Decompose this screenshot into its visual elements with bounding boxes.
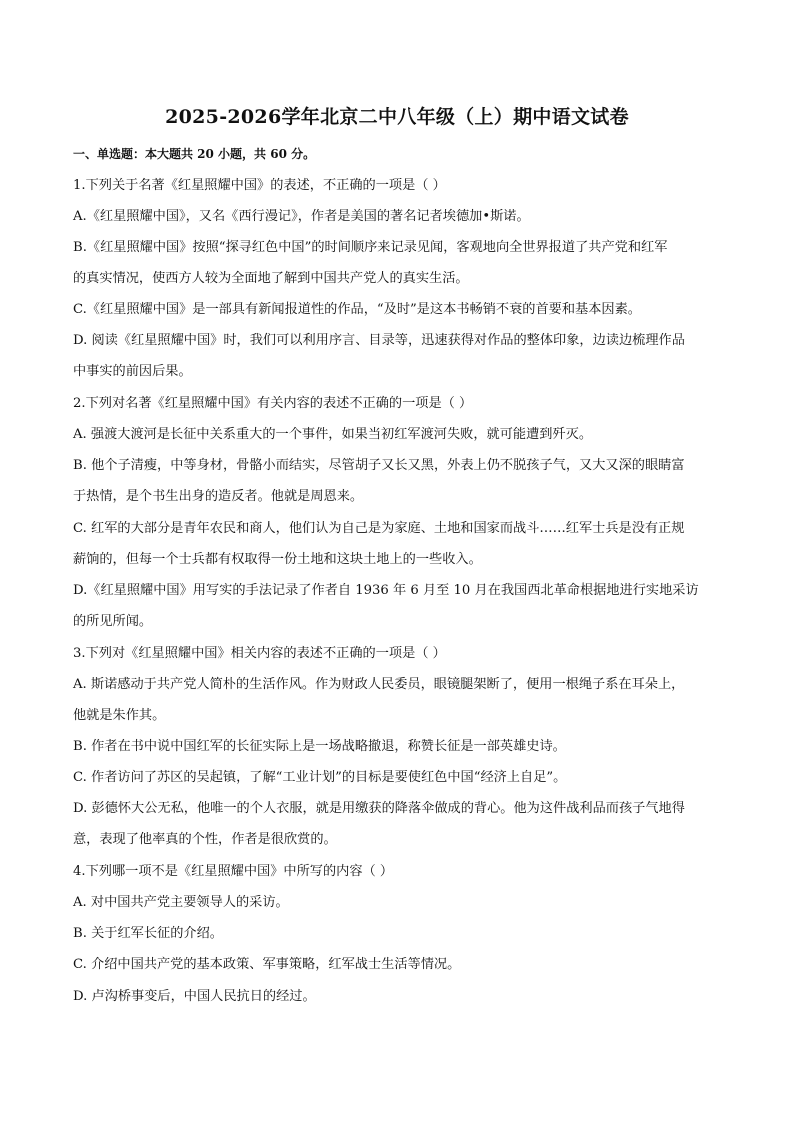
section-heading: 一、单选题：本大题共 20 小题，共 60 分。 — [73, 147, 316, 161]
question-4-option-b: B. 关于红军长征的介绍。 — [73, 926, 223, 941]
question-1-option-b-line-2: 的真实情况，使西方人较为全面地了解到中国共产党人的真实生活。 — [73, 271, 469, 286]
question-3-option-b: B. 作者在书中说中国红军的长征实际上是一场战略撤退，称赞长征是一部英雄史诗。 — [73, 739, 566, 754]
question-1-option-d-line-2: 中事实的前因后果。 — [73, 364, 192, 379]
question-3-option-d-line-2: 意，表现了他率真的个性，作者是很欣赏的。 — [73, 832, 337, 847]
question-3-option-d-line-1: D. 彭德怀大公无私，他唯一的个人衣服，就是用缴获的降落伞做成的背心。他为这件战利品而孩子气地得 — [73, 801, 685, 816]
question-3-option-a-line-2: 他就是朱作其。 — [73, 708, 166, 723]
question-4-option-a: A. 对中国共产党主要领导人的采访。 — [73, 895, 289, 910]
question-3-option-a-line-1: A. 斯诺感动于共产党人简朴的生活作风。作为财政人民委员，眼镜腿架断了，便用一根绳子系在耳朵上， — [73, 677, 685, 692]
exam-title: 2025-2026学年北京二中八年级（上）期中语文试卷 — [165, 106, 629, 128]
question-4-option-c: C. 介绍中国共产党的基本政策、军事策略，红军战士生活等情况。 — [73, 957, 461, 972]
question-4-stem: 4.下列哪一项不是《红星照耀中国》中所写的内容（ ） — [73, 864, 394, 879]
question-2-option-b-line-2: 于热情，是个书生出身的造反者。他就是周恩来。 — [73, 489, 364, 504]
question-2-stem: 2.下列对名著《红星照耀中国》有关内容的表述不正确的一项是（ ） — [73, 396, 473, 411]
question-3-option-c: C. 作者访问了苏区的吴起镇，了解“工业计划”的目标是要使红色中国“经济上自足”。 — [73, 770, 567, 785]
question-2-option-a: A. 强渡大渡河是长征中关系重大的一个事件，如果当初红军渡河失败，就可能遭到歼灭。 — [73, 427, 593, 442]
question-3-stem: 3.下列对《红星照耀中国》相关内容的表述不正确的一项是（ ） — [73, 646, 446, 661]
question-2-option-b-line-1: B. 他个子清瘦，中等身材，骨骼小而结实，尽管胡子又长又黑，外表上仍不脱孩子气，又大又深的眼睛富 — [73, 458, 685, 473]
question-1-option-a: A.《红星照耀中国》，又名《西行漫记》，作者是美国的著名记者埃德加•斯诺。 — [73, 209, 530, 224]
question-4-option-d: D. 卢沟桥事变后，中国人民抗日的经过。 — [73, 989, 316, 1004]
question-1-stem: 1.下列关于名著《红星照耀中国》的表述，不正确的一项是（ ） — [73, 178, 446, 193]
question-1-option-b-line-1: B.《红星照耀中国》按照“探寻红色中国”的时间顺序来记录见闻，客观地向全世界报道了共产党和红军 — [73, 240, 668, 255]
question-2-option-c-line-1: C. 红军的大部分是青年农民和商人，他们认为自己是为家庭、土地和国家而战斗……红军士兵是没有正规 — [73, 521, 685, 536]
question-1-option-c: C.《红星照耀中国》是一部具有新闻报道性的作品，“及时”是这本书畅销不衰的首要和基本因素。 — [73, 302, 641, 317]
question-1-option-d-line-1: D. 阅读《红星照耀中国》时，我们可以利用序言、目录等，迅速获得对作品的整体印象，边读边梳理作品 — [73, 333, 685, 348]
question-2-option-c-line-2: 薪饷的，但每一个士兵都有权取得一份土地和这块土地上的一些收入。 — [73, 552, 482, 567]
question-2-option-d-line-2: 的所见所闻。 — [73, 614, 153, 629]
question-2-option-d-line-1: D.《红星照耀中国》用写实的手法记录了作者自 1936 年 6 月至 10 月在我国西北革命根据地进行实地采访 — [73, 583, 699, 598]
